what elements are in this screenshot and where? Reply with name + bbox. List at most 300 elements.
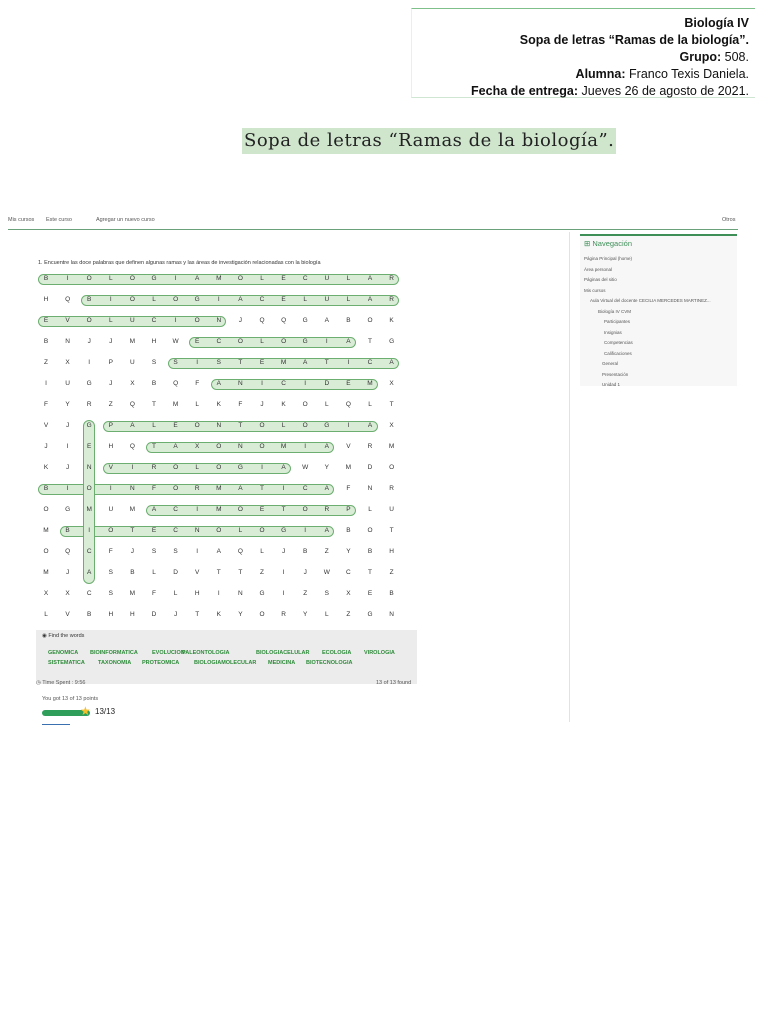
- grid-letter[interactable]: M: [172, 401, 179, 408]
- grid-letter[interactable]: L: [238, 527, 243, 534]
- grid-letter[interactable]: E: [87, 443, 92, 450]
- grid-letter[interactable]: C: [281, 380, 286, 387]
- grid-letter[interactable]: A: [367, 422, 373, 429]
- grid-letter[interactable]: I: [261, 464, 263, 471]
- grid-letter[interactable]: E: [259, 359, 265, 366]
- grid-letter[interactable]: A: [367, 296, 373, 303]
- grid-letter[interactable]: K: [216, 611, 221, 618]
- grid-letter[interactable]: R: [389, 275, 394, 282]
- grid-letter[interactable]: W: [302, 464, 309, 471]
- grid-letter[interactable]: I: [196, 548, 199, 555]
- grid-letter[interactable]: C: [302, 275, 308, 282]
- grid-letter[interactable]: W: [172, 338, 179, 345]
- nav-item[interactable]: Biología IV CVM: [598, 308, 632, 314]
- grid-letter[interactable]: Q: [129, 443, 135, 450]
- grid-letter[interactable]: X: [389, 380, 394, 387]
- grid-letter[interactable]: I: [88, 359, 91, 366]
- grid-letter[interactable]: L: [260, 548, 264, 555]
- grid-letter[interactable]: A: [238, 296, 243, 303]
- grid-letter[interactable]: T: [238, 569, 243, 576]
- grid-letter[interactable]: F: [195, 380, 200, 387]
- grid-letter[interactable]: I: [347, 422, 350, 429]
- grid-letter[interactable]: R: [389, 485, 394, 492]
- grid-letter[interactable]: O: [86, 317, 92, 324]
- grid-letter[interactable]: A: [367, 275, 373, 282]
- grid-letter[interactable]: A: [303, 359, 308, 366]
- grid-letter[interactable]: I: [174, 317, 177, 324]
- nav-item[interactable]: Unidad 1: [602, 382, 621, 387]
- grid-letter[interactable]: I: [304, 527, 307, 534]
- grid-letter[interactable]: E: [259, 506, 265, 513]
- grid-letter[interactable]: K: [43, 464, 49, 471]
- grid-letter[interactable]: O: [389, 464, 395, 471]
- grid-letter[interactable]: C: [173, 527, 178, 534]
- grid-letter[interactable]: Z: [346, 611, 351, 618]
- grid-letter[interactable]: I: [282, 569, 285, 576]
- grid-letter[interactable]: B: [43, 275, 49, 282]
- grid-letter[interactable]: T: [216, 569, 221, 576]
- grid-letter[interactable]: G: [389, 338, 395, 345]
- grid-letter[interactable]: M: [388, 443, 395, 450]
- grid-letter[interactable]: Y: [324, 464, 329, 471]
- grid-letter[interactable]: L: [44, 611, 48, 618]
- grid-letter[interactable]: G: [86, 422, 92, 429]
- grid-letter[interactable]: A: [195, 275, 200, 282]
- grid-letter[interactable]: L: [324, 611, 329, 618]
- grid-letter[interactable]: L: [281, 422, 286, 429]
- grid-letter[interactable]: Q: [259, 317, 265, 324]
- grid-letter[interactable]: O: [108, 527, 114, 534]
- grid-letter[interactable]: M: [129, 506, 136, 513]
- grid-letter[interactable]: O: [367, 317, 373, 324]
- grid-letter[interactable]: H: [389, 548, 394, 555]
- grid-letter[interactable]: Y: [65, 401, 70, 408]
- grid-letter[interactable]: B: [346, 317, 351, 324]
- nav-item[interactable]: Presentación: [602, 371, 629, 377]
- grid-letter[interactable]: W: [323, 569, 330, 576]
- grid-letter[interactable]: E: [43, 317, 49, 324]
- grid-letter[interactable]: D: [173, 569, 178, 576]
- grid-letter[interactable]: I: [217, 296, 220, 303]
- grid-letter[interactable]: X: [65, 590, 70, 597]
- grid-letter[interactable]: T: [260, 485, 264, 492]
- grid-letter[interactable]: D: [367, 464, 373, 471]
- grid-letter[interactable]: O: [129, 275, 135, 282]
- grid-letter[interactable]: B: [130, 569, 135, 576]
- grid-letter[interactable]: S: [216, 359, 221, 366]
- grid-letter[interactable]: M: [280, 359, 287, 366]
- grid-letter[interactable]: J: [260, 401, 264, 408]
- grid-letter[interactable]: R: [86, 401, 92, 408]
- grid-letter[interactable]: H: [194, 590, 200, 597]
- grid-letter[interactable]: O: [302, 506, 308, 513]
- grid-letter[interactable]: T: [152, 401, 156, 408]
- grid-letter[interactable]: V: [65, 317, 70, 324]
- nav-item[interactable]: Páginas del sitio: [584, 277, 617, 282]
- grid-letter[interactable]: E: [346, 380, 351, 387]
- grid-letter[interactable]: N: [216, 317, 222, 324]
- grid-letter[interactable]: O: [367, 527, 373, 534]
- grid-letter[interactable]: X: [43, 590, 49, 597]
- grid-letter[interactable]: H: [108, 611, 114, 618]
- grid-letter[interactable]: N: [238, 380, 243, 387]
- grid-letter[interactable]: A: [87, 569, 92, 576]
- grid-letter[interactable]: O: [173, 296, 179, 303]
- grid-letter[interactable]: L: [324, 401, 329, 408]
- grid-letter[interactable]: S: [173, 548, 178, 555]
- grid-letter[interactable]: Y: [303, 611, 308, 618]
- grid-letter[interactable]: A: [346, 338, 351, 345]
- grid-letter[interactable]: Z: [108, 401, 113, 408]
- grid-letter[interactable]: L: [260, 275, 264, 282]
- grid-letter[interactable]: G: [302, 317, 308, 324]
- nav-item[interactable]: Competencias: [604, 340, 633, 345]
- grid-letter[interactable]: M: [129, 338, 136, 345]
- grid-letter[interactable]: Q: [281, 317, 287, 324]
- grid-letter[interactable]: D: [151, 611, 157, 618]
- grid-letter[interactable]: I: [109, 485, 112, 492]
- grid-letter[interactable]: Y: [346, 548, 351, 555]
- grid-letter[interactable]: O: [129, 296, 135, 303]
- grid-letter[interactable]: R: [389, 296, 394, 303]
- grid-letter[interactable]: T: [195, 611, 200, 618]
- grid-letter[interactable]: I: [325, 338, 328, 345]
- grid-letter[interactable]: A: [151, 506, 157, 513]
- grid-letter[interactable]: G: [324, 422, 330, 429]
- grid-letter[interactable]: R: [151, 464, 157, 471]
- grid-letter[interactable]: I: [196, 506, 199, 513]
- grid-letter[interactable]: J: [65, 422, 70, 429]
- grid-letter[interactable]: L: [260, 338, 264, 345]
- grid-letter[interactable]: L: [108, 317, 113, 324]
- grid-letter[interactable]: S: [151, 359, 157, 366]
- grid-letter[interactable]: S: [108, 590, 113, 597]
- grid-letter[interactable]: U: [130, 317, 135, 324]
- grid-letter[interactable]: M: [345, 464, 352, 471]
- grid-letter[interactable]: G: [281, 527, 287, 534]
- grid-letter[interactable]: B: [151, 380, 157, 387]
- grid-letter[interactable]: V: [346, 443, 351, 450]
- grid-letter[interactable]: U: [108, 506, 114, 513]
- grid-letter[interactable]: H: [130, 611, 135, 618]
- grid-letter[interactable]: L: [368, 506, 372, 513]
- grid-letter[interactable]: F: [152, 590, 156, 597]
- grid-letter[interactable]: N: [389, 611, 394, 618]
- grid-letter[interactable]: O: [259, 443, 265, 450]
- grid-letter[interactable]: A: [216, 380, 221, 387]
- grid-letter[interactable]: P: [346, 506, 351, 513]
- grid-letter[interactable]: O: [43, 506, 49, 513]
- grid-letter[interactable]: I: [66, 275, 69, 282]
- grid-letter[interactable]: C: [367, 359, 373, 366]
- grid-letter[interactable]: I: [304, 443, 307, 450]
- grid-letter[interactable]: O: [43, 548, 49, 555]
- grid-letter[interactable]: T: [281, 506, 286, 513]
- grid-letter[interactable]: P: [108, 422, 113, 429]
- grid-letter[interactable]: G: [237, 464, 243, 471]
- grid-letter[interactable]: T: [389, 401, 394, 408]
- grid-letter[interactable]: R: [194, 485, 200, 492]
- grid-letter[interactable]: J: [109, 380, 113, 387]
- grid-letter[interactable]: M: [280, 443, 287, 450]
- grid-letter[interactable]: T: [152, 443, 156, 450]
- grid-letter[interactable]: B: [346, 527, 351, 534]
- grid-letter[interactable]: B: [303, 548, 308, 555]
- grid-letter[interactable]: L: [346, 275, 351, 282]
- grid-letter[interactable]: T: [238, 422, 243, 429]
- grid-letter[interactable]: S: [151, 548, 157, 555]
- grid-letter[interactable]: J: [44, 443, 48, 450]
- grid-letter[interactable]: B: [367, 548, 373, 555]
- grid-letter[interactable]: T: [324, 359, 329, 366]
- grid-letter[interactable]: E: [151, 527, 157, 534]
- grid-letter[interactable]: Q: [129, 401, 135, 408]
- grid-letter[interactable]: L: [173, 590, 178, 597]
- grid-letter[interactable]: G: [367, 611, 373, 618]
- grid-letter[interactable]: L: [152, 569, 156, 576]
- grid-letter[interactable]: C: [151, 317, 157, 324]
- grid-letter[interactable]: G: [259, 590, 265, 597]
- grid-letter[interactable]: N: [86, 464, 92, 471]
- grid-letter[interactable]: O: [216, 443, 222, 450]
- grid-letter[interactable]: G: [86, 380, 92, 387]
- grid-letter[interactable]: U: [130, 359, 135, 366]
- grid-letter[interactable]: O: [173, 464, 179, 471]
- grid-letter[interactable]: Y: [238, 611, 243, 618]
- grid-letter[interactable]: A: [130, 422, 135, 429]
- topbar-add-course[interactable]: Agregar un nuevo curso: [96, 217, 155, 223]
- grid-letter[interactable]: G: [151, 275, 157, 282]
- grid-letter[interactable]: T: [368, 569, 372, 576]
- grid-letter[interactable]: R: [324, 506, 330, 513]
- grid-letter[interactable]: A: [173, 443, 178, 450]
- grid-letter[interactable]: K: [281, 401, 286, 408]
- grid-letter[interactable]: C: [302, 485, 308, 492]
- grid-letter[interactable]: J: [87, 338, 91, 345]
- grid-letter[interactable]: O: [86, 485, 92, 492]
- grid-letter[interactable]: V: [65, 611, 70, 618]
- grid-letter[interactable]: A: [324, 527, 329, 534]
- grid-letter[interactable]: T: [368, 338, 372, 345]
- grid-letter[interactable]: J: [238, 317, 243, 324]
- grid-letter[interactable]: B: [389, 590, 394, 597]
- grid-letter[interactable]: I: [45, 380, 47, 387]
- grid-letter[interactable]: I: [66, 485, 69, 492]
- grid-letter[interactable]: O: [259, 422, 265, 429]
- grid-letter[interactable]: O: [216, 527, 222, 534]
- grid-letter[interactable]: O: [302, 401, 308, 408]
- grid-letter[interactable]: I: [304, 380, 307, 387]
- grid-letter[interactable]: Z: [260, 569, 264, 576]
- grid-letter[interactable]: U: [324, 296, 330, 303]
- nav-item[interactable]: Página Principal (home): [584, 256, 633, 261]
- grid-letter[interactable]: L: [368, 401, 372, 408]
- grid-letter[interactable]: A: [324, 485, 329, 492]
- grid-letter[interactable]: A: [216, 548, 221, 555]
- nav-item[interactable]: Aula Virtual del docente CECILIA MERCEDES MARTINEZ...: [590, 298, 711, 303]
- grid-letter[interactable]: I: [66, 443, 69, 450]
- grid-letter[interactable]: C: [216, 338, 222, 345]
- grid-letter[interactable]: Q: [237, 548, 243, 555]
- grid-letter[interactable]: L: [152, 422, 156, 429]
- topbar-my-courses[interactable]: Mis cursos: [8, 217, 35, 223]
- grid-letter[interactable]: L: [195, 464, 199, 471]
- grid-letter[interactable]: C: [86, 548, 92, 555]
- grid-letter[interactable]: Z: [303, 590, 308, 597]
- grid-letter[interactable]: D: [324, 380, 330, 387]
- grid-letter[interactable]: O: [216, 464, 222, 471]
- grid-letter[interactable]: T: [389, 527, 394, 534]
- grid-letter[interactable]: E: [173, 422, 178, 429]
- grid-letter[interactable]: I: [347, 359, 350, 366]
- grid-letter[interactable]: O: [237, 275, 243, 282]
- grid-letter[interactable]: J: [109, 338, 113, 345]
- grid-letter[interactable]: M: [367, 380, 373, 387]
- grid-letter[interactable]: Q: [173, 380, 179, 387]
- grid-letter[interactable]: U: [65, 380, 70, 387]
- grid-letter[interactable]: L: [303, 296, 307, 303]
- grid-letter[interactable]: M: [86, 506, 92, 513]
- grid-letter[interactable]: I: [282, 590, 285, 597]
- grid-letter[interactable]: Q: [65, 548, 71, 555]
- grid-letter[interactable]: E: [281, 296, 286, 303]
- grid-letter[interactable]: I: [261, 380, 263, 387]
- grid-letter[interactable]: B: [87, 296, 92, 303]
- grid-letter[interactable]: T: [130, 527, 135, 534]
- grid-letter[interactable]: O: [237, 338, 243, 345]
- grid-letter[interactable]: S: [324, 590, 329, 597]
- grid-letter[interactable]: E: [367, 590, 373, 597]
- grid-letter[interactable]: Q: [345, 401, 351, 408]
- grid-letter[interactable]: O: [281, 338, 287, 345]
- grid-letter[interactable]: I: [282, 485, 285, 492]
- grid-letter[interactable]: O: [259, 611, 265, 618]
- grid-letter[interactable]: U: [324, 275, 330, 282]
- grid-letter[interactable]: A: [389, 359, 394, 366]
- nav-item[interactable]: Área personal: [584, 266, 613, 272]
- nav-item[interactable]: Calificaciones: [604, 350, 632, 356]
- grid-letter[interactable]: C: [173, 506, 178, 513]
- grid-letter[interactable]: J: [130, 548, 135, 555]
- grid-letter[interactable]: N: [130, 485, 135, 492]
- grid-letter[interactable]: V: [108, 464, 113, 471]
- grid-letter[interactable]: T: [238, 359, 243, 366]
- grid-letter[interactable]: O: [173, 485, 179, 492]
- grid-letter[interactable]: M: [43, 569, 49, 576]
- grid-letter[interactable]: I: [131, 464, 134, 471]
- grid-letter[interactable]: F: [238, 401, 243, 408]
- grid-letter[interactable]: N: [65, 338, 70, 345]
- grid-letter[interactable]: L: [346, 296, 351, 303]
- grid-letter[interactable]: J: [65, 569, 70, 576]
- grid-letter[interactable]: N: [238, 443, 243, 450]
- grid-letter[interactable]: X: [346, 590, 351, 597]
- grid-letter[interactable]: G: [65, 506, 71, 513]
- grid-letter[interactable]: N: [194, 527, 200, 534]
- grid-letter[interactable]: R: [281, 611, 286, 618]
- grid-letter[interactable]: L: [108, 275, 113, 282]
- grid-letter[interactable]: L: [152, 296, 156, 303]
- grid-letter[interactable]: A: [324, 317, 329, 324]
- grid-letter[interactable]: I: [174, 275, 177, 282]
- grid-letter[interactable]: Z: [324, 548, 329, 555]
- grid-letter[interactable]: O: [237, 506, 243, 513]
- grid-letter[interactable]: K: [389, 317, 394, 324]
- grid-letter[interactable]: X: [130, 380, 135, 387]
- grid-letter[interactable]: M: [216, 275, 222, 282]
- grid-letter[interactable]: B: [87, 611, 92, 618]
- grid-letter[interactable]: H: [151, 338, 157, 345]
- grid-letter[interactable]: R: [367, 443, 373, 450]
- grid-letter[interactable]: U: [389, 506, 394, 513]
- grid-letter[interactable]: K: [216, 401, 221, 408]
- grid-letter[interactable]: F: [44, 401, 48, 408]
- grid-letter[interactable]: J: [65, 464, 70, 471]
- grid-letter[interactable]: X: [389, 422, 394, 429]
- grid-letter[interactable]: X: [195, 443, 200, 450]
- grid-letter[interactable]: F: [152, 485, 156, 492]
- grid-letter[interactable]: Z: [389, 569, 394, 576]
- grid-letter[interactable]: C: [86, 590, 92, 597]
- nav-item[interactable]: Participantes: [604, 319, 631, 324]
- grid-letter[interactable]: L: [195, 401, 199, 408]
- grid-letter[interactable]: J: [173, 611, 178, 618]
- grid-letter[interactable]: I: [109, 296, 112, 303]
- grid-letter[interactable]: V: [43, 422, 49, 429]
- grid-letter[interactable]: A: [324, 443, 329, 450]
- grid-letter[interactable]: F: [108, 548, 113, 555]
- grid-letter[interactable]: O: [194, 317, 200, 324]
- grid-letter[interactable]: A: [281, 464, 286, 471]
- grid-letter[interactable]: G: [194, 296, 200, 303]
- grid-letter[interactable]: B: [43, 338, 49, 345]
- grid-letter[interactable]: H: [43, 296, 49, 303]
- grid-letter[interactable]: J: [303, 569, 307, 576]
- topbar-other[interactable]: Otros: [722, 217, 736, 223]
- grid-letter[interactable]: M: [129, 590, 136, 597]
- grid-letter[interactable]: M: [216, 506, 222, 513]
- grid-letter[interactable]: S: [108, 569, 113, 576]
- grid-letter[interactable]: G: [302, 338, 308, 345]
- grid-letter[interactable]: V: [195, 569, 200, 576]
- grid-letter[interactable]: B: [65, 527, 70, 534]
- grid-letter[interactable]: X: [65, 359, 70, 366]
- nav-item[interactable]: Mis cursos: [584, 287, 606, 293]
- topbar-this-course[interactable]: Este curso: [46, 217, 72, 223]
- grid-letter[interactable]: A: [238, 485, 243, 492]
- grid-letter[interactable]: C: [346, 569, 351, 576]
- nav-item[interactable]: General: [602, 361, 619, 366]
- grid-letter[interactable]: N: [238, 590, 243, 597]
- grid-letter[interactable]: O: [259, 527, 265, 534]
- grid-letter[interactable]: Z: [44, 359, 48, 366]
- grid-letter[interactable]: N: [216, 422, 222, 429]
- grid-letter[interactable]: O: [194, 422, 200, 429]
- grid-letter[interactable]: I: [88, 527, 91, 534]
- grid-letter[interactable]: E: [195, 338, 200, 345]
- nav-item[interactable]: Insignias: [604, 329, 622, 335]
- grid-letter[interactable]: M: [43, 527, 49, 534]
- grid-letter[interactable]: B: [43, 485, 49, 492]
- grid-letter[interactable]: N: [367, 485, 373, 492]
- grid-letter[interactable]: M: [216, 485, 222, 492]
- grid-letter[interactable]: I: [217, 590, 220, 597]
- grid-letter[interactable]: O: [302, 422, 308, 429]
- grid-letter[interactable]: I: [196, 359, 199, 366]
- grid-letter[interactable]: P: [108, 359, 113, 366]
- grid-letter[interactable]: C: [259, 296, 265, 303]
- grid-letter[interactable]: S: [173, 359, 178, 366]
